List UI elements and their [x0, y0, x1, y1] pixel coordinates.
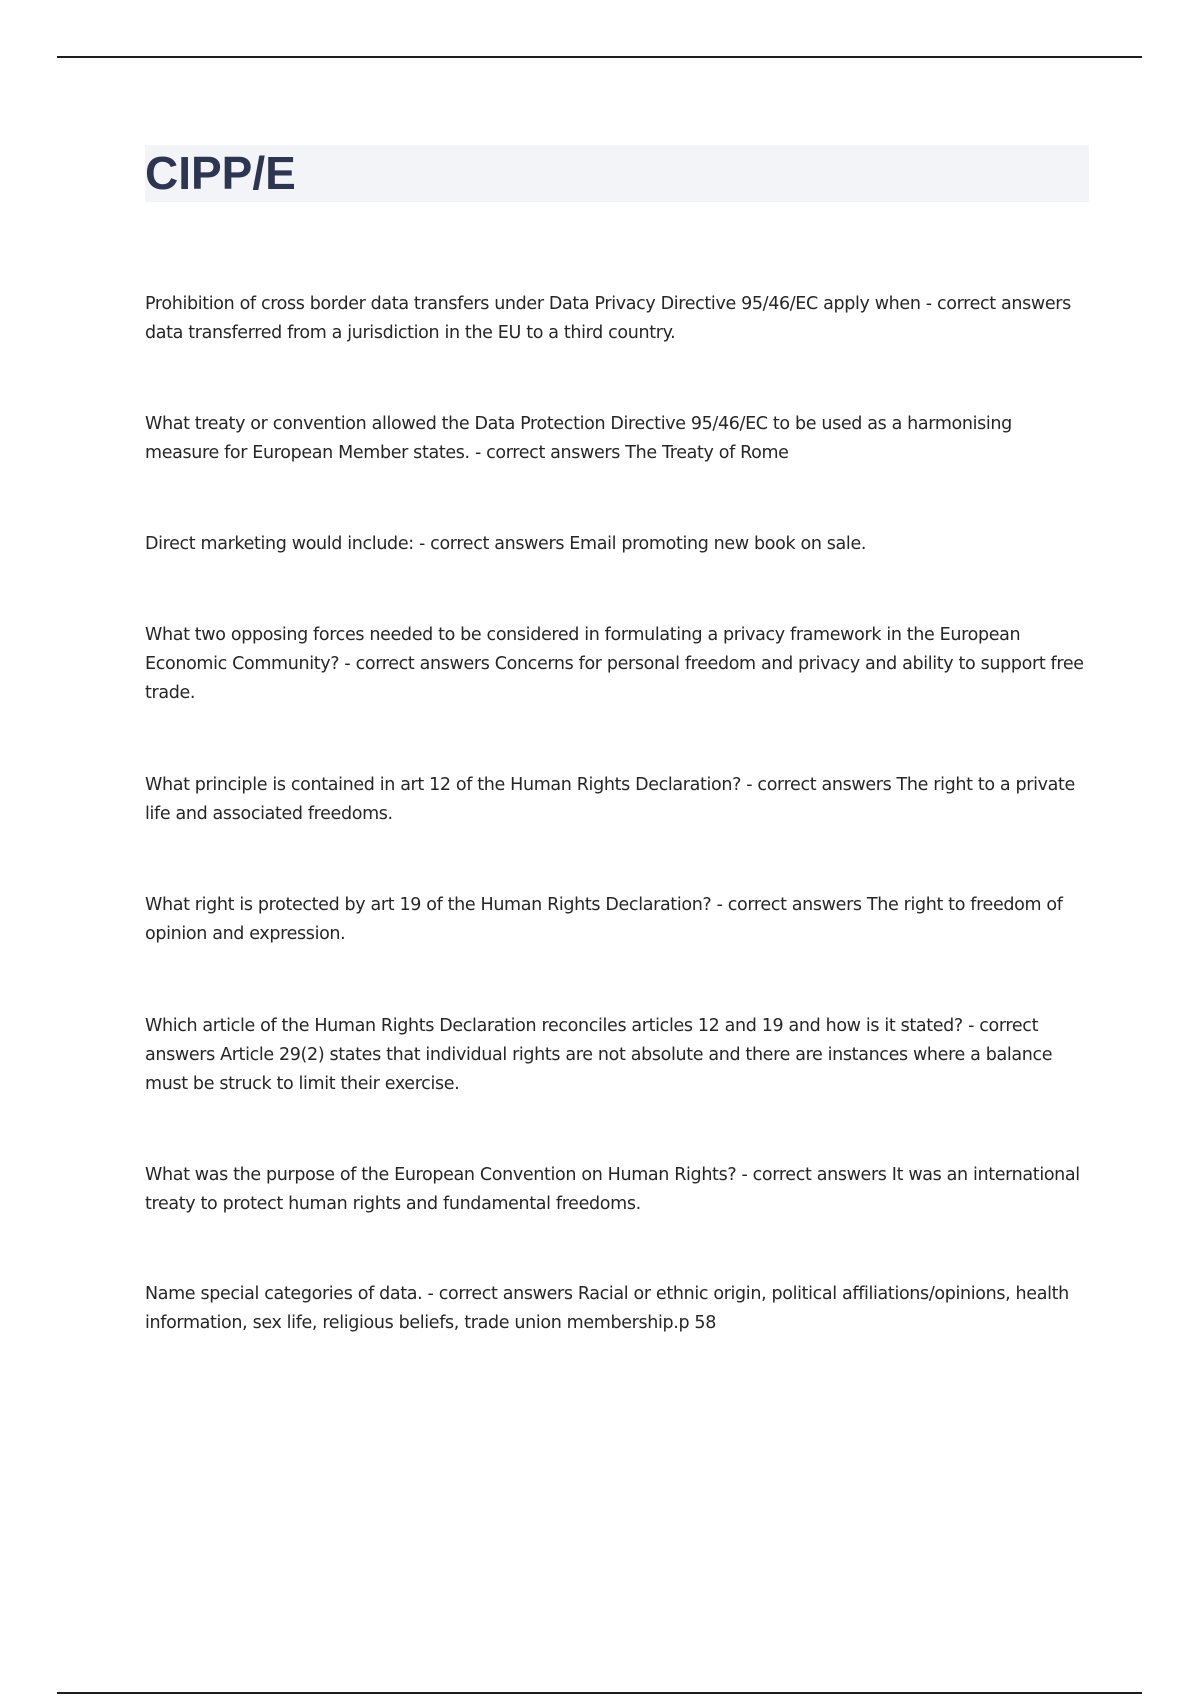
qa-item-2: What treaty or convention allowed the Data Protection Directive 95/46/EC to be used as a harmonising measure for European Member states. - correct answers The Treaty of Rome — [145, 414, 1012, 463]
page-title: CIPP/E — [145, 147, 296, 199]
qa-item-7: Which article of the Human Rights Declaration reconciles articles 12 and 19 and how is it stated? - correct answers Article 29(2) states that individual rights are not absolute and there are instances where a balance must be struck to limit their exercise. — [145, 1016, 1053, 1094]
top-rule — [57, 56, 1142, 58]
qa-item-8: What was the purpose of the European Convention on Human Rights? - correct answers It was an international treaty to protect human rights and fundamental freedoms. — [145, 1165, 1080, 1214]
qa-item-6: What right is protected by art 19 of the Human Rights Declaration? - correct answers The right to freedom of opinion and expression. — [145, 895, 1063, 944]
qa-item-4: What two opposing forces needed to be considered in formulating a privacy framework in the European Economic Community? - correct answers Concerns for personal freedom and privacy and ability to support free trade. — [145, 625, 1084, 703]
qa-item-3: Direct marketing would include: - correct answers Email promoting new book on sale. — [145, 534, 867, 554]
title-banner — [145, 145, 1089, 202]
bottom-rule — [57, 1692, 1142, 1694]
qa-item-5: What principle is contained in art 12 of the Human Rights Declaration? - correct answers The right to a private life and associated freedoms. — [145, 775, 1075, 824]
qa-item-9: Name special categories of data. - correct answers Racial or ethnic origin, political affiliations/opinions, health information, sex life, religious beliefs, trade union membership.p 58 — [145, 1284, 1069, 1333]
qa-item-1: Prohibition of cross border data transfers under Data Privacy Directive 95/46/EC apply when - correct answers data transferred from a jurisdiction in the EU to a third country. — [145, 294, 1071, 343]
